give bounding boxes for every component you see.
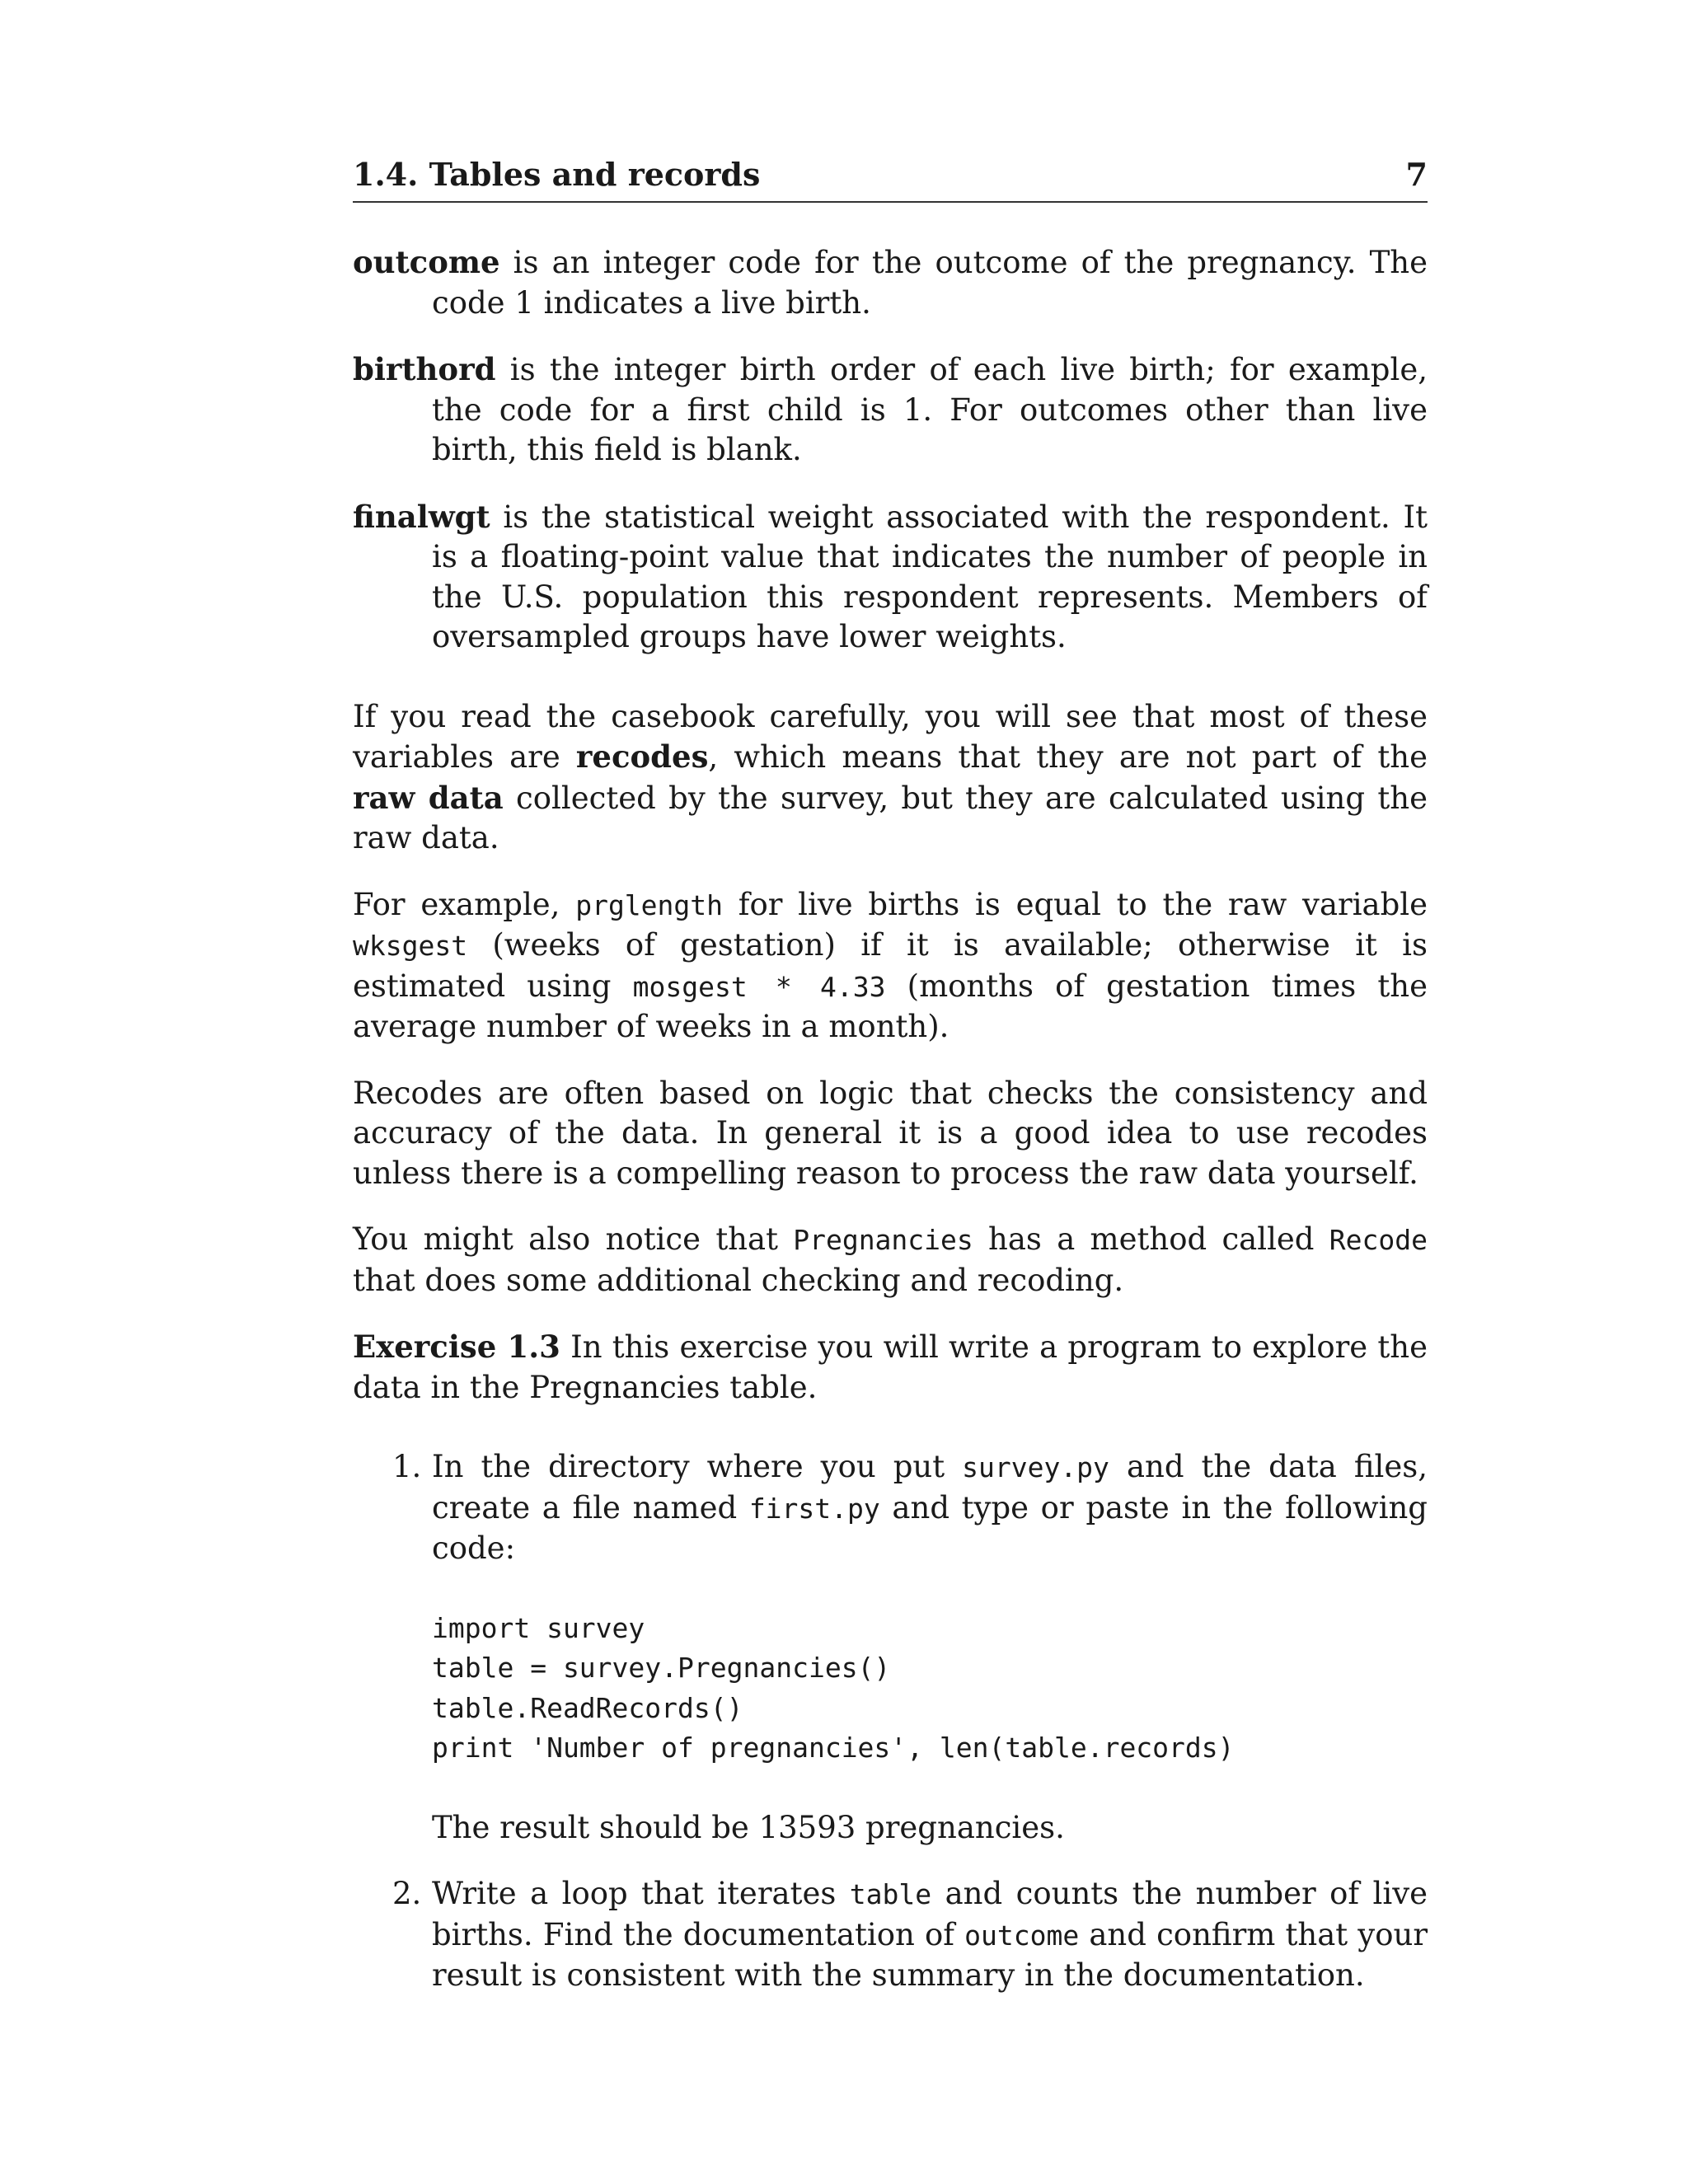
paragraph-logic: Recodes are often based on logic that checks the consistency and accuracy of the data. In general it is a good idea to use recodes unless there is a compelling reason to process the raw data yourself. — [353, 1075, 1428, 1191]
text-run: You might also notice that — [353, 1221, 794, 1257]
exercise-title: Exercise 1.3 — [353, 1329, 560, 1365]
paragraph-method — [353, 1220, 1428, 1301]
code-wksgest: wksgest — [353, 930, 468, 962]
list-number: 2. — [392, 1876, 422, 1911]
step-result: The result should be 13593 pregnancies. — [432, 1809, 1065, 1845]
text-run: that does some additional checking and recoding. — [353, 1262, 1124, 1298]
exercise-steps — [353, 1447, 1428, 1996]
list-number: 1. — [392, 1449, 422, 1484]
running-header — [353, 148, 1428, 203]
code-line: table = survey.Pregnancies() — [432, 1652, 891, 1684]
text-run: In the directory where you put — [432, 1449, 963, 1484]
step-text — [432, 1874, 1428, 1996]
definition-term: birthord — [353, 351, 496, 387]
page-number: 7 — [1405, 156, 1428, 193]
code-first-py: first.py — [748, 1492, 880, 1525]
definition-finalwgt — [353, 497, 1428, 658]
code-prglength: prglength — [575, 888, 724, 921]
text-run: and confirm that your result is consistent with the summary in the documentation. — [432, 1916, 1428, 1993]
code-outcome: outcome — [964, 1919, 1080, 1952]
exercise-text: In this exercise you will write a program to explore the data in the Pregnancies table. — [353, 1329, 1428, 1405]
code-line: import survey — [432, 1611, 645, 1644]
text-run: and the data files, create a file named — [432, 1449, 1428, 1526]
paragraph-recodes — [353, 697, 1428, 859]
definition-outcome — [353, 242, 1428, 323]
list-item — [353, 1874, 1428, 1996]
document-page — [353, 148, 1428, 2022]
code-line: table.ReadRecords() — [432, 1691, 743, 1724]
text-run: has a method called — [973, 1221, 1329, 1257]
definition-term: outcome — [353, 244, 500, 280]
text-run: Write a loop that iterates — [432, 1876, 850, 1911]
definition-text: is an integer code for the outcome of the pregnancy. The code 1 indicates a live birth. — [432, 245, 1428, 321]
definition-birthord — [353, 349, 1428, 471]
exercise-paragraph — [353, 1327, 1428, 1408]
text-run: (months of gestation times the average number of weeks in a month). — [353, 968, 1428, 1044]
text-run: and counts the number of live births. Find the documentation of — [432, 1876, 1428, 1952]
text-run: collected by the survey, but they are calculated using the raw data. — [353, 780, 1428, 855]
definition-text: is the integer birth order of each live birth; for example, the code for a first child is 1. For outcomes other than live birth, this field is blank. — [432, 352, 1428, 467]
code-mosgest: mosgest * 4.33 — [632, 970, 886, 1003]
definition-term: finalwgt — [353, 498, 490, 535]
code-table: table — [849, 1878, 932, 1910]
code-pregnancies: Pregnancies — [793, 1224, 973, 1256]
text-run: (weeks of gestation) if it is available; otherwise it is estimated using — [353, 927, 1428, 1004]
list-item — [353, 1447, 1428, 1848]
definition-text: is the statistical weight associated with the respondent. It is a floating-point value that indicates the number of people in the U.S. population this respondent represents. Members of oversampled groups have lower weights. — [432, 499, 1428, 654]
step-text — [432, 1447, 1428, 1569]
code-block — [432, 1609, 1428, 1769]
code-recode: Recode — [1329, 1224, 1428, 1256]
section-title: 1.4. Tables and records — [353, 156, 761, 193]
text-run: , which means that they are not part of the — [708, 739, 1428, 775]
body-text — [353, 242, 1428, 1996]
paragraph-example — [353, 885, 1428, 1047]
bold-term-recodes: recodes — [575, 738, 709, 775]
code-survey-py: survey.py — [962, 1451, 1109, 1483]
text-run: If you read the casebook carefully, you will see that most of these variables are — [353, 698, 1428, 775]
code-line: print 'Number of pregnancies', len(table.records) — [432, 1732, 1235, 1764]
text-run: and type or paste in the following code: — [432, 1489, 1428, 1566]
text-run: For example, — [353, 886, 576, 922]
text-run: for live births is equal to the raw variable — [723, 886, 1428, 922]
bold-term-raw-data: raw data — [353, 779, 504, 816]
